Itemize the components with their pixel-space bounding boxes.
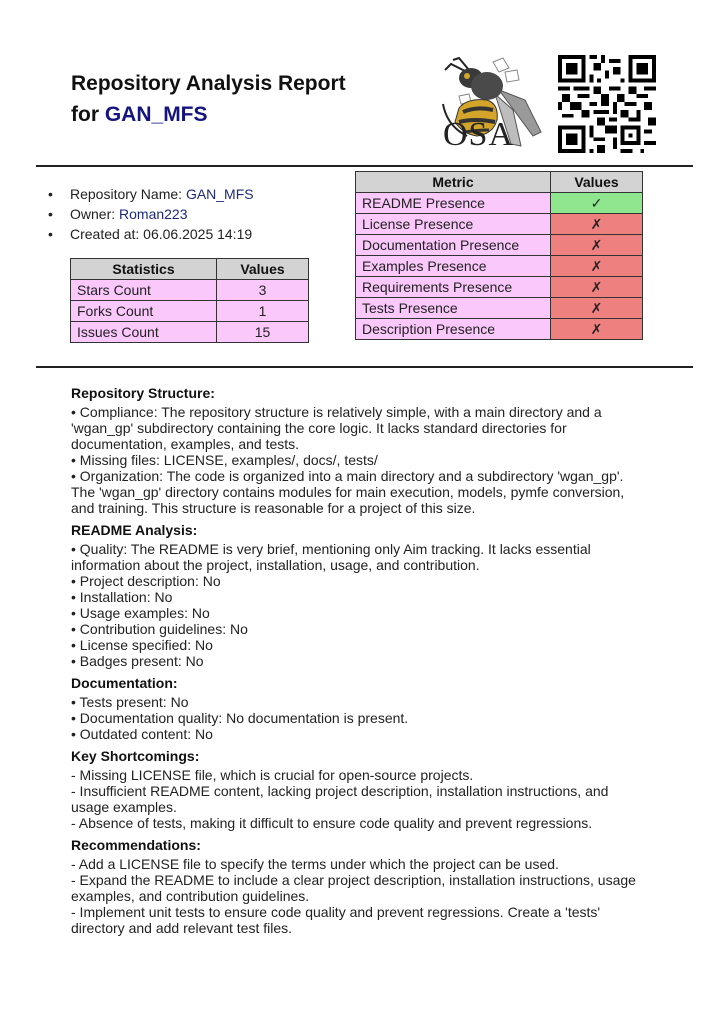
report-title	[71, 68, 346, 130]
statistics-table	[70, 258, 309, 343]
stat-value: 3	[217, 280, 309, 301]
table-row	[356, 256, 643, 277]
section-line: - Implement unit tests to ensure code quality and prevent regressions. Create a 'tests' directory and add relevant test files.	[71, 904, 601, 936]
bullet-icon: •	[48, 186, 53, 202]
stat-value: 15	[217, 322, 309, 343]
section-readme-analysis	[71, 522, 646, 669]
section-line: - Insufficient README content, lacking project description, installation instructions, and usage examples.	[71, 783, 609, 815]
cross-icon: ✗	[551, 214, 643, 235]
column-header: Metric	[356, 172, 551, 193]
section-line: • Compliance: The repository structure is relatively simple, with a main directory and a 'wgan_gp' subdirectory containing the core logic. It lacks standard directories for documentation, examples, and tests.	[71, 404, 602, 452]
repo-name-item	[48, 184, 254, 204]
check-icon: ✓	[551, 193, 643, 214]
section-line: • Outdated content: No	[71, 726, 213, 742]
metric-name: Documentation Presence	[356, 235, 551, 256]
title-line-2	[71, 99, 346, 130]
cross-icon: ✗	[551, 298, 643, 319]
section-line: • Project description: No	[71, 573, 221, 589]
owner-label: Owner:	[70, 206, 116, 222]
section-recommendations	[71, 837, 646, 936]
table-row	[71, 280, 309, 301]
section-key-shortcomings	[71, 748, 646, 831]
section-line: - Missing LICENSE file, which is crucial for open-source projects.	[71, 767, 474, 783]
table-header-row	[356, 172, 643, 193]
report-body	[71, 385, 646, 942]
metric-name: Requirements Presence	[356, 277, 551, 298]
section-line: • Missing files: LICENSE, examples/, docs/, tests/	[71, 452, 378, 468]
metric-name: Examples Presence	[356, 256, 551, 277]
created-at-label: Created at:	[70, 226, 140, 242]
title-prefix: for	[71, 103, 99, 126]
table-header-row	[71, 259, 309, 280]
section-line: • Contribution guidelines: No	[71, 621, 248, 637]
table-row	[356, 277, 643, 298]
metric-name: Description Presence	[356, 319, 551, 340]
section-line: - Absence of tests, making it difficult to ensure code quality and prevent regressions.	[71, 815, 593, 831]
created-at-value: 06.06.2025 14:19	[143, 226, 253, 242]
stat-name: Stars Count	[71, 280, 217, 301]
section-documentation	[71, 675, 646, 742]
column-header: Values	[217, 259, 309, 280]
metric-name: License Presence	[356, 214, 551, 235]
section-line: • License specified: No	[71, 637, 213, 653]
table-row	[71, 322, 309, 343]
stat-value: 1	[217, 301, 309, 322]
repo-name-label: Repository Name:	[70, 186, 183, 202]
stat-name: Forks Count	[71, 301, 217, 322]
section-line: • Organization: The code is organized into a main directory and a subdirectory 'wgan_gp'. The 'wgan_gp' directory contains modules for main execution, models, pymfe conversion, and training. This structure is reasonable for a project of this size.	[71, 468, 625, 516]
repo-info-list	[48, 184, 254, 244]
owner-item	[48, 204, 254, 224]
title-repo-name: GAN_MFS	[104, 103, 208, 126]
repo-name-value: GAN_MFS	[185, 186, 254, 202]
bottom-divider	[36, 366, 693, 368]
table-row	[356, 193, 643, 214]
section-heading: Repository Structure:	[71, 385, 215, 401]
qr-code[interactable]	[558, 55, 656, 153]
section-line: • Usage examples: No	[71, 605, 210, 621]
table-row	[356, 298, 643, 319]
table-row	[356, 214, 643, 235]
table-row	[356, 235, 643, 256]
osa-logo	[437, 50, 547, 154]
owner-value[interactable]: Roman223	[119, 206, 188, 222]
section-line: - Expand the README to include a clear project description, installation instructions, usage examples, and contribution guidelines.	[71, 872, 636, 904]
section-line: - Add a LICENSE file to specify the terms under which the project can be used.	[71, 856, 559, 872]
section-line: • Quality: The README is very brief, mentioning only Aim tracking. It lacks essential information about the project, installation, usage, and contribution.	[71, 541, 591, 573]
bullet-icon: •	[48, 206, 53, 222]
cross-icon: ✗	[551, 277, 643, 298]
table-row	[71, 301, 309, 322]
column-header: Statistics	[71, 259, 217, 280]
metric-name: Tests Presence	[356, 298, 551, 319]
section-heading: Recommendations:	[71, 837, 201, 853]
section-line: • Badges present: No	[71, 653, 204, 669]
table-row	[356, 319, 643, 340]
section-line: • Installation: No	[71, 589, 173, 605]
cross-icon: ✗	[551, 319, 643, 340]
section-line: • Tests present: No	[71, 694, 189, 710]
logo-text: OSA	[443, 116, 515, 153]
section-heading: Documentation:	[71, 675, 178, 691]
bullet-icon: •	[48, 226, 53, 242]
section-heading: Key Shortcomings:	[71, 748, 200, 764]
created-at-item	[48, 224, 254, 244]
metrics-table	[355, 171, 643, 340]
title-line-1: Repository Analysis Report	[71, 72, 346, 95]
column-header: Values	[551, 172, 643, 193]
section-line: • Documentation quality: No documentation is present.	[71, 710, 409, 726]
cross-icon: ✗	[551, 256, 643, 277]
top-divider	[36, 165, 693, 167]
qr-code-icon	[558, 55, 656, 153]
section-repository-structure	[71, 385, 646, 516]
cross-icon: ✗	[551, 235, 643, 256]
stat-name: Issues Count	[71, 322, 217, 343]
metric-name: README Presence	[356, 193, 551, 214]
section-heading: README Analysis:	[71, 522, 198, 538]
